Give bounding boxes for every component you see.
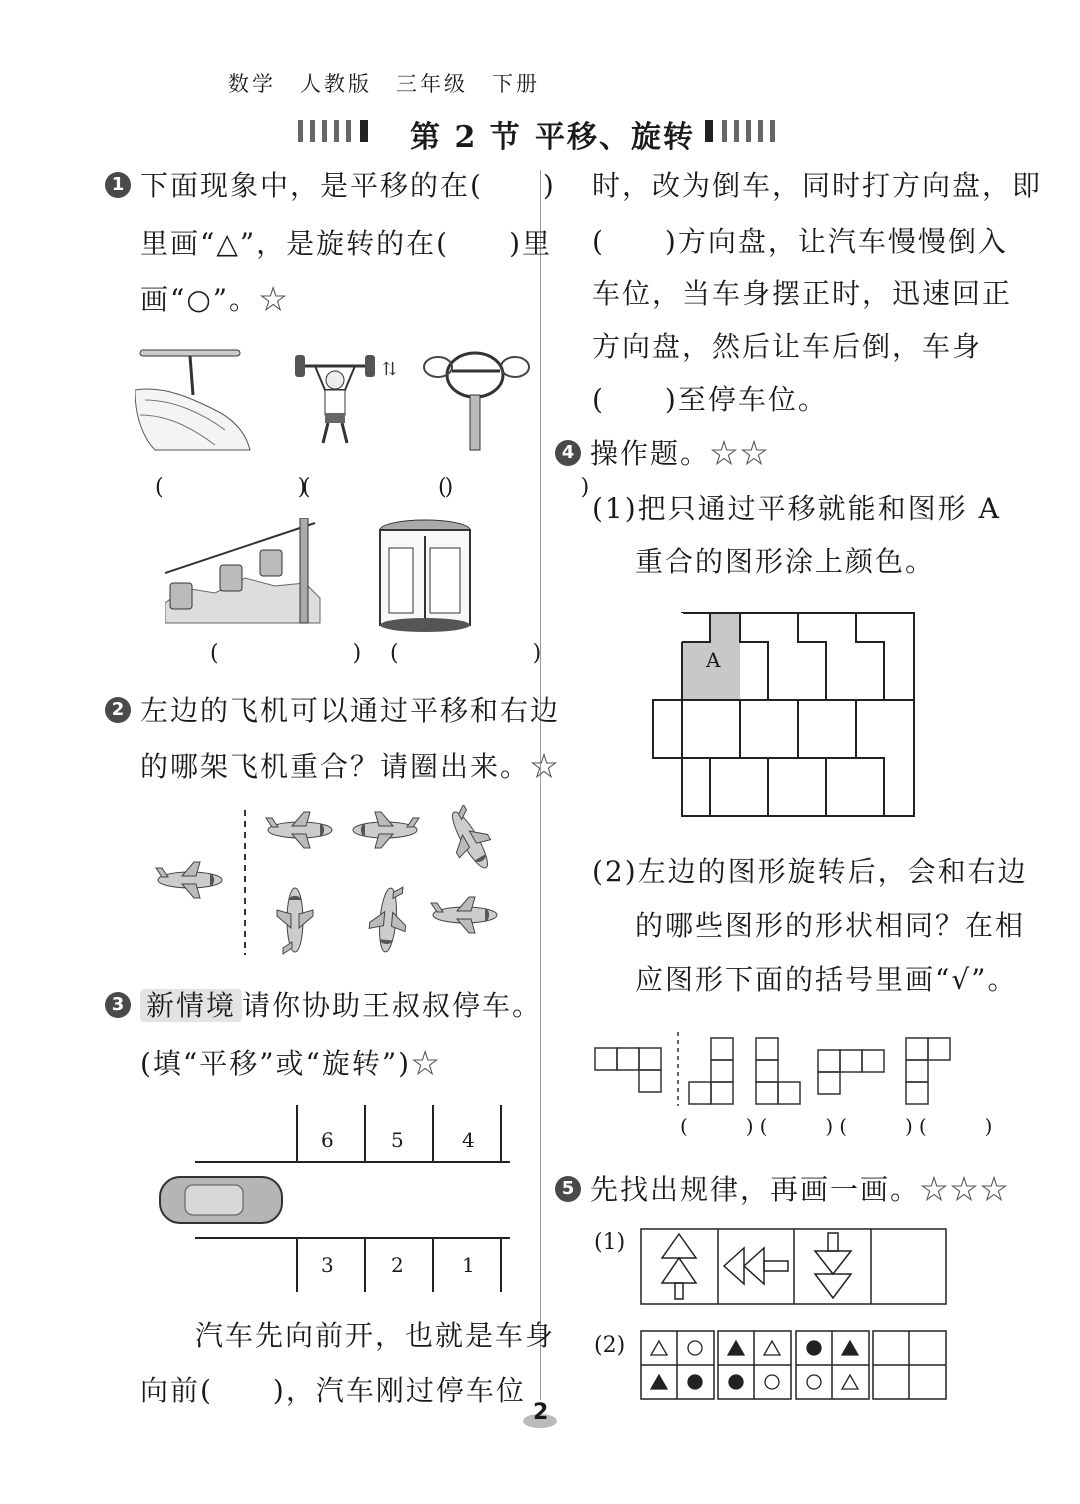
right-line5: ( )至停车位。	[592, 383, 828, 416]
q3-text2: 向前( )，汽车刚过停车位	[140, 1374, 526, 1407]
spot-4: 4	[462, 1128, 475, 1152]
parking-lot-figure	[155, 1105, 515, 1299]
q3-badge: 3	[105, 992, 131, 1018]
difficulty-stars: ☆	[530, 750, 561, 783]
section-title: 平移、旋转	[535, 120, 695, 155]
q3-line2: (填“平移”或“旋转”)☆	[140, 1047, 442, 1080]
pattern-row-2[interactable]	[640, 1330, 950, 1406]
q2-badge: 2	[105, 697, 131, 723]
car-icon	[160, 1177, 282, 1223]
column-divider	[540, 170, 541, 1400]
revolving-door-image	[375, 518, 475, 637]
q1-badge: 1	[105, 172, 131, 198]
right-line4: 方向盘，然后让车后倒，车身	[592, 330, 983, 363]
plane-option-1	[266, 812, 332, 848]
q4-p2a: (2)左边的图形旋转后，会和右边	[592, 855, 1028, 888]
q4-p2b: 的哪些图形的形状相同？在相	[635, 909, 1026, 942]
tessellation-grid[interactable]	[650, 610, 920, 824]
plane-option-2	[353, 812, 419, 848]
book-info: 数学 人教版 三年级 下册	[228, 72, 540, 96]
spot-5: 5	[391, 1128, 404, 1152]
title-deco-left	[298, 118, 378, 148]
svg-text:⇅: ⇅	[382, 359, 398, 380]
q1-answer-2[interactable]: ( )	[302, 475, 484, 500]
right-line3: 车位，当车身摆正时，迅速回正	[592, 277, 1013, 310]
spot-3: 3	[321, 1253, 334, 1277]
title-deco-right	[705, 118, 785, 148]
q5-badge: 5	[555, 1176, 581, 1202]
q3-line1: 新情境 请你协助王叔叔停车。	[140, 992, 542, 1020]
difficulty-stars: ☆	[411, 1047, 442, 1080]
right-line1: 时，改为倒车，同时打方向盘，即	[592, 169, 1043, 202]
q5-p2-label: (2)	[594, 1333, 626, 1358]
difficulty-stars: ☆	[259, 283, 290, 316]
spot-6: 6	[321, 1128, 334, 1152]
section-number: 第 2 节	[410, 120, 522, 155]
pattern-row-1[interactable]	[640, 1228, 950, 1312]
q2-line1: 左边的飞机可以通过平移和右边	[140, 694, 561, 727]
q1-line3: 画“○”。☆	[140, 283, 290, 316]
q4-p1a: (1)把只通过平移就能和图形 A	[592, 492, 1001, 525]
q2-line2: 的哪架飞机重合？请圈出来。☆	[140, 750, 561, 783]
difficulty-stars: ☆☆☆	[920, 1173, 1011, 1206]
q1-answer-5[interactable]: ( )	[390, 641, 572, 666]
plane-option-3	[437, 805, 501, 877]
plane-option-4	[277, 888, 313, 954]
q3-text1: 汽车先向前开，也就是车身	[195, 1319, 556, 1352]
page-number: 2	[533, 1400, 549, 1425]
q4-check-parens[interactable]: ( )( )( )( )	[680, 1114, 999, 1138]
difficulty-stars: ☆☆	[710, 437, 771, 470]
spot-1: 1	[462, 1253, 475, 1277]
plane-original	[156, 862, 222, 898]
exercise-wheel-image	[420, 345, 535, 459]
plane-option-6	[431, 897, 497, 933]
q5-p1-label: (1)	[594, 1230, 626, 1255]
plane-options-figure	[150, 805, 510, 964]
bamboo-copter-image	[135, 345, 255, 459]
q4-title: 操作题。☆☆	[590, 437, 771, 470]
right-line2: ( )方向盘，让汽车慢慢倒入	[592, 225, 1008, 258]
q5-title: 先找出规律，再画一画。☆☆☆	[590, 1173, 1011, 1206]
q1-answer-4[interactable]: ( )	[210, 641, 392, 666]
cable-car-image	[165, 518, 325, 632]
q1-line1: 下面现象中，是平移的在( )	[140, 169, 556, 202]
plane-option-5	[367, 885, 409, 954]
q4-badge: 4	[555, 440, 581, 466]
q4-p2c: 应图形下面的括号里画“√”。	[635, 963, 1018, 996]
q4-p1b: 重合的图形涂上颜色。	[635, 545, 936, 578]
q1-answer-3[interactable]: ( )	[438, 475, 620, 500]
spot-2: 2	[391, 1253, 404, 1277]
shape-a-label: A	[706, 648, 721, 672]
rotation-shapes-figure	[590, 1030, 960, 1114]
q1-answer-1[interactable]: ( )	[155, 475, 337, 500]
weightlifter-image	[290, 345, 410, 454]
new-context-tag: 新情境	[140, 989, 242, 1022]
q1-line2: 里画“△”，是旋转的在( )里	[140, 227, 553, 260]
